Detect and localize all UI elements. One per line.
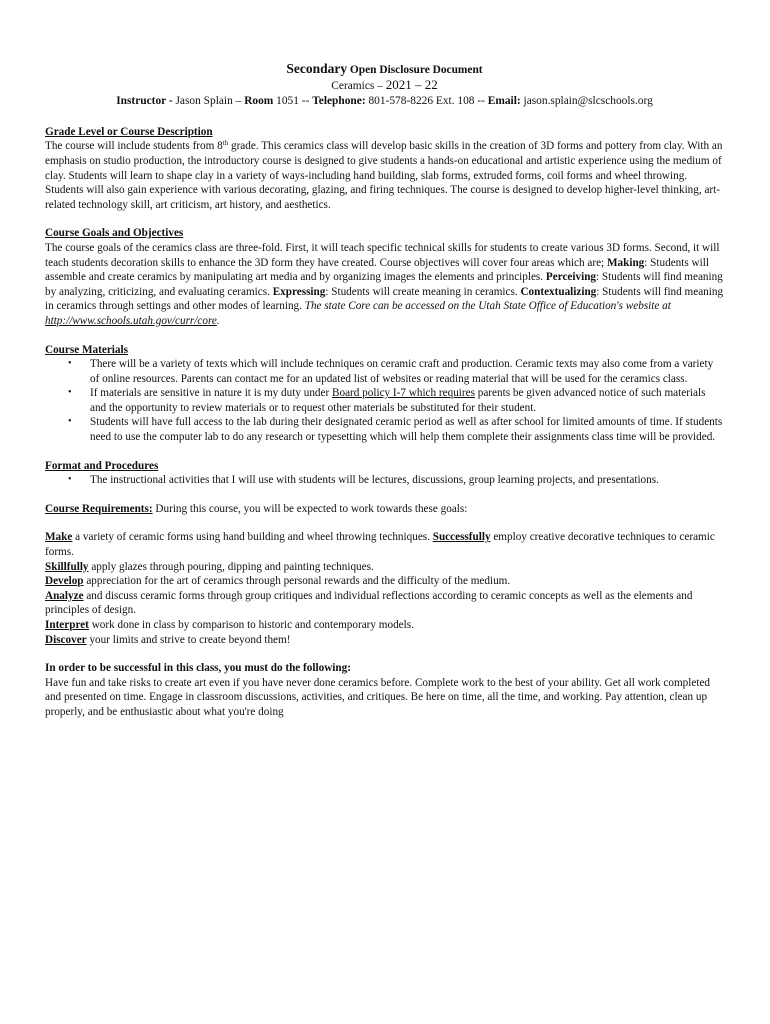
format-item-text: The instructional activities that I will use with students will be lectures, discussions, group learning projects, and presentations.	[90, 474, 659, 487]
success-heading: In order to be successful in this class, you must do the following:	[45, 662, 351, 675]
grade-level-section	[45, 125, 724, 213]
goal-make	[45, 530, 724, 559]
success-section	[45, 661, 724, 719]
state-core-link[interactable]: http://www.schools.utah.gov/curr/core	[45, 314, 217, 327]
telephone-number: 801-578-8226 Ext. 108 --	[368, 95, 485, 108]
document-title	[45, 62, 724, 78]
grade-superscript: th	[222, 139, 229, 148]
title-open-disclosure: Open Disclosure Document	[349, 64, 483, 76]
skillfully-label: Skillfully	[45, 560, 89, 573]
board-policy-link[interactable]: Board policy I-7 which requires	[332, 387, 475, 400]
success-text: Have fun and take risks to create art even if you have never done ceramics before. Complete work to the best of your ability. Get all work completed and presented on time. Engage in classroom discussions, activities, and critiques. Be here on time, all the time, and working. Pay attention, clean up properly, and be enthusiastic about what you're doing	[45, 676, 710, 718]
requirements-intro-line	[45, 502, 724, 517]
goals-heading: Course Goals and Objectives	[45, 227, 184, 240]
expressing-label: Expressing	[272, 285, 326, 298]
making-label: Making	[606, 256, 645, 269]
list-item	[68, 386, 724, 415]
email-address: jason.splain@slcschools.org	[523, 95, 653, 108]
materials-heading: Course Materials	[45, 343, 128, 356]
goals-section	[45, 226, 724, 328]
perceiving-text: : Students will find meaning by analyzing, criticizing, and evaluating ceramics.	[45, 271, 723, 298]
course-subtitle	[45, 78, 724, 94]
discover-text: your limits and strive to create beyond them!	[86, 633, 291, 646]
interpret-label: Interpret	[45, 619, 89, 631]
grade-level-text-a: The course will include students from 8	[45, 140, 223, 153]
goals-text	[45, 241, 724, 329]
successfully-label: Successfully	[432, 531, 491, 544]
develop-text: appreciation for the art of ceramics through personal rewards and the difficulty of the medium.	[83, 575, 511, 588]
instructor-name: Jason Splain –	[175, 95, 242, 108]
analyze-label: Analyze	[45, 589, 84, 602]
contextualizing-text: : Students will find meaning in ceramics through settings and other modes of learning.	[45, 285, 724, 313]
room-label: Room	[244, 95, 274, 108]
materials-item-text: Students will have full access to the lab during their designated ceramic period as well as after school for limited amounts of time. If students need to use the computer lab to do any research or typesetting which will help them complete their assignments class time will be provided.	[90, 416, 723, 444]
room-number: 1051 --	[276, 95, 310, 108]
course-separator: –	[374, 79, 386, 92]
state-core-text: The state Core can be accessed on the Utah State Office of Education's website at	[304, 300, 671, 313]
make-text: a variety of ceramic forms using hand building and wheel throwing techniques.	[72, 531, 433, 544]
making-text: : Students will assemble and create ceramics by manipulating art media and by organizing images the elements and principles.	[45, 256, 709, 284]
requirements-section	[45, 502, 724, 517]
make-label: Make	[45, 531, 73, 544]
perceiving-label: Perceiving	[545, 271, 597, 284]
email-label: Email:	[487, 95, 521, 108]
requirements-goals	[45, 530, 724, 647]
successfully-text: employ creative decorative techniques to ceramic forms.	[45, 531, 715, 559]
materials-section	[45, 343, 724, 445]
goal-analyze	[45, 589, 724, 618]
bullet-icon: •	[68, 358, 72, 370]
develop-label: Develop	[45, 575, 84, 588]
format-list	[45, 473, 724, 488]
course-name: Ceramics	[331, 79, 375, 92]
instructor-label: Instructor -	[116, 95, 173, 108]
discover-label: Discover	[45, 633, 87, 646]
state-core-period: .	[216, 314, 220, 327]
list-item	[68, 473, 724, 488]
analyze-text: and discuss ceramic forms through group critiques and individual reflections according to ceramic concepts as well as the elements and principles of design.	[45, 589, 693, 617]
goal-interpret	[45, 618, 724, 633]
list-item	[68, 357, 724, 386]
goal-develop	[45, 574, 724, 589]
requirements-intro: During this course, you will be expected to work towards these goals:	[152, 502, 468, 515]
goals-intro: The course goals of the ceramics class are three-fold. First, it will teach specific technical skills for students to create various 3D forms. Second, it will teach students decoration skills to enhance the 3D form they have created. Course objectives will cover four areas which are;	[45, 241, 720, 269]
list-item	[68, 415, 724, 444]
requirements-heading: Course Requirements:	[45, 502, 153, 515]
format-section	[45, 459, 724, 488]
goal-skillfully	[45, 560, 724, 575]
title-secondary: Secondary	[286, 61, 348, 76]
goal-discover	[45, 633, 724, 648]
materials-item-text: If materials are sensitive in nature it is my duty under	[90, 387, 333, 400]
bullet-icon: •	[68, 416, 72, 428]
materials-list	[45, 357, 724, 445]
grade-level-text-b: grade. This ceramics class will develop basic skills in the creation of 3D forms and pottery from clay. With an emphasis on studio production, the introductory course is designed to give students a hands-on educational and artistic experience using the medium of clay. Students will learn to shape clay in a variety of ways-including hand building, slab forms, extruded forms, coil forms and wheel throwing. Students will also gain experience with various decorating, glazing, and firing techniques. The course is designed to develop higher-level thinking, art-related technology skill, art criticism, art history, and aesthetics.	[45, 140, 723, 211]
materials-item-text: There will be a variety of texts which will include techniques on ceramic craft and production. Ceramic texts may also come from a variety of online resources. Parents can contact me for an updated list of websites or reading material that will be used for the ceramics class.	[90, 358, 714, 385]
telephone-label: Telephone:	[312, 95, 366, 108]
expressing-text: : Students will create meaning in ceramics.	[325, 285, 521, 298]
skillfully-text: apply glazes through pouring, dipping and painting techniques.	[88, 560, 374, 573]
grade-level-heading: Grade Level or Course Description	[45, 125, 213, 138]
materials-item-text: parents be given advanced notice of such materials and the opportunity to review materials or to request other materials be substituted for their student.	[90, 387, 706, 414]
bullet-icon: •	[68, 474, 72, 486]
contextualizing-label: Contextualizing	[520, 285, 597, 298]
grade-level-text	[45, 139, 724, 212]
bullet-icon: •	[68, 387, 72, 399]
school-year: 2021 – 22	[385, 76, 438, 92]
format-heading: Format and Procedures	[45, 459, 159, 472]
interpret-text: work done in class by comparison to historic and contemporary models.	[88, 619, 414, 631]
contact-line	[45, 94, 724, 109]
